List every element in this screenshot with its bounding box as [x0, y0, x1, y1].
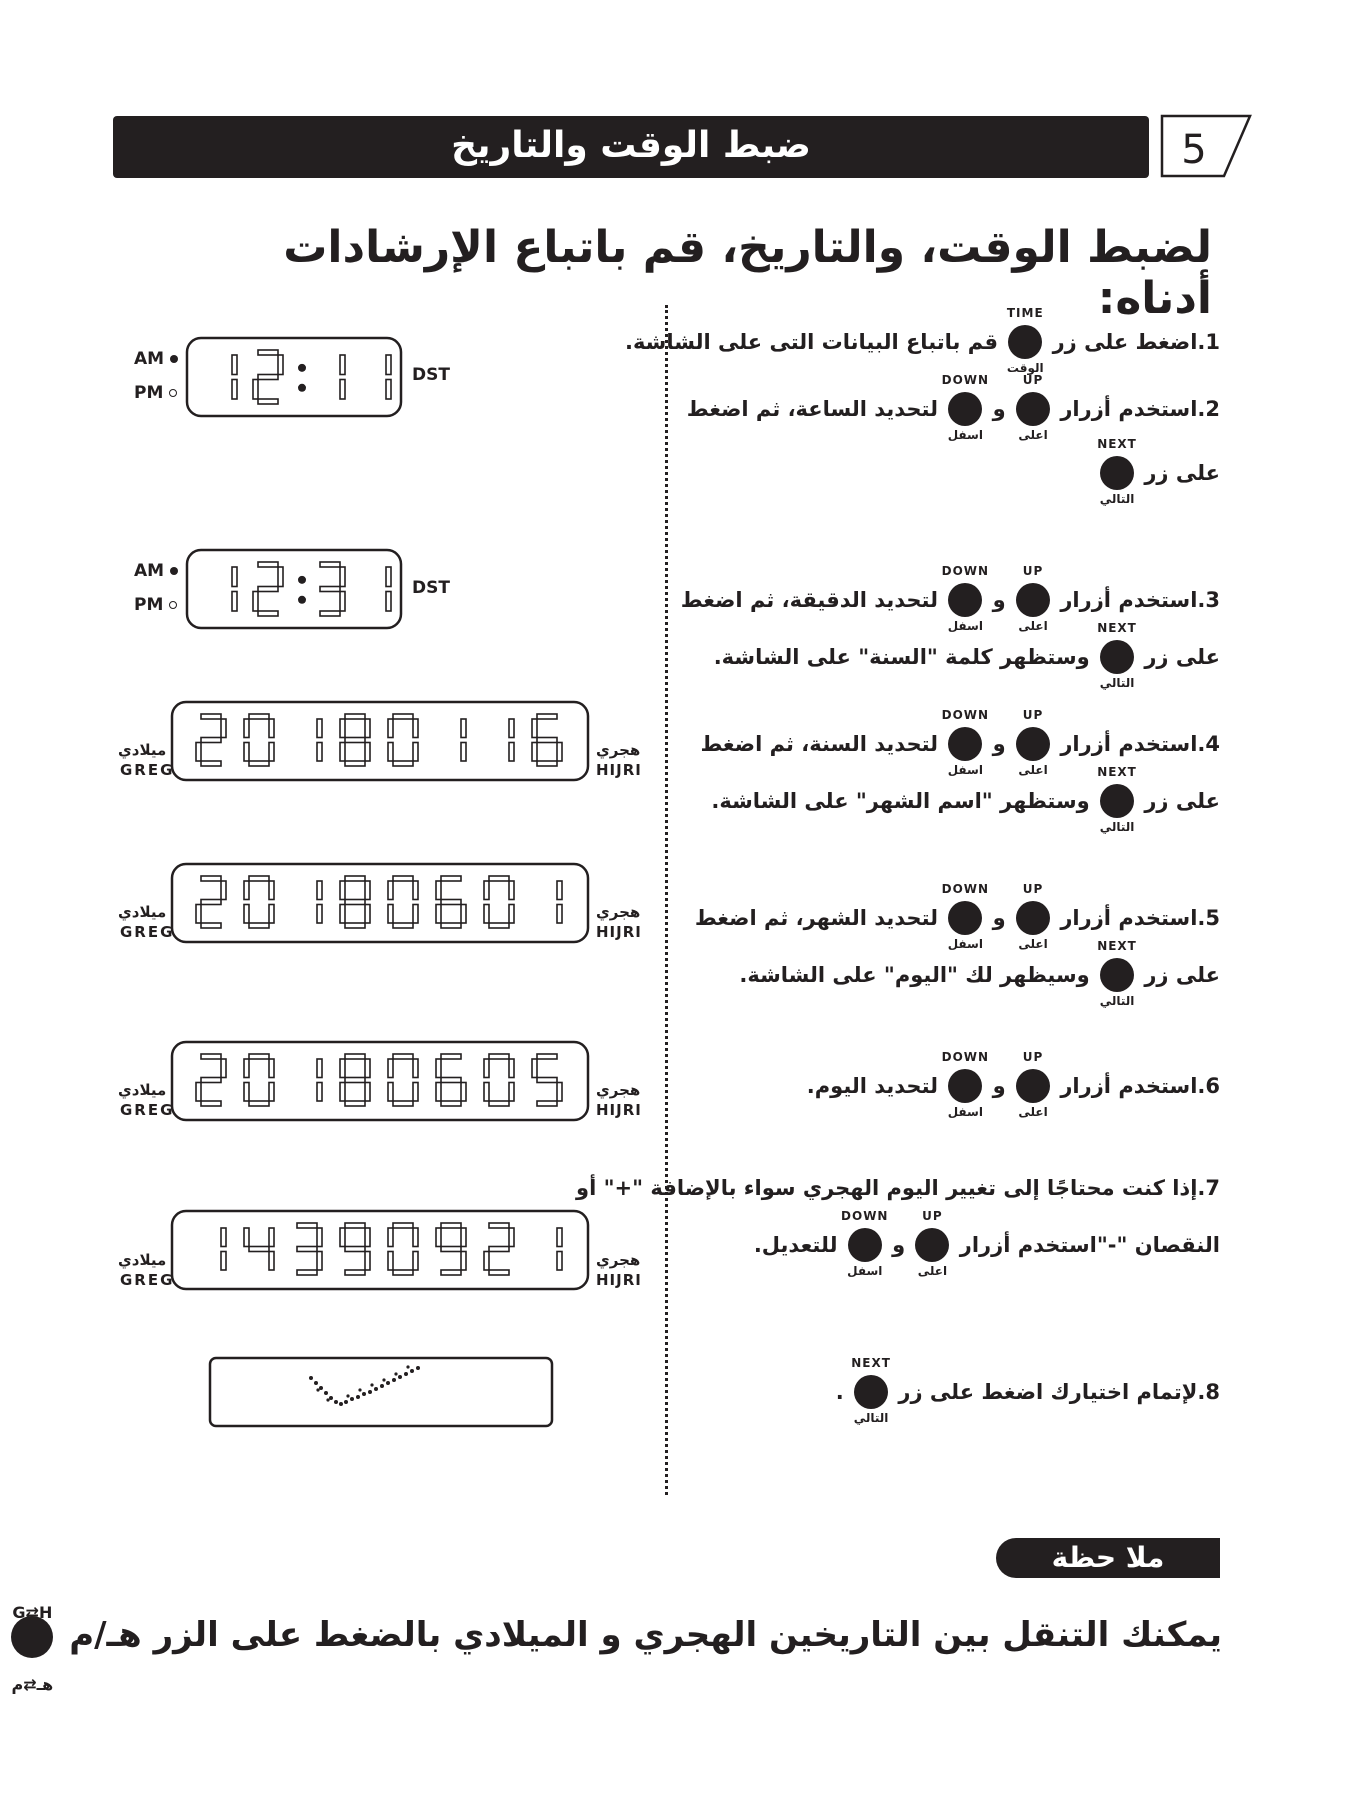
lcd-display-hour: [185, 336, 405, 418]
hijri-label-ar: هجري: [596, 741, 641, 759]
down-button[interactable]: DOWN اسفل: [941, 708, 990, 777]
dotted-divider: [665, 305, 668, 1495]
greg-label-ar: ميلادي: [118, 1251, 167, 1269]
lcd-digit-8: [340, 714, 370, 766]
down-button[interactable]: DOWN اسفل: [841, 1209, 889, 1278]
lcd-display-minute: [185, 548, 405, 630]
hijri-label-ar: هجري: [596, 1081, 641, 1099]
step-7-cont: النقصان "-"استخدم أزرار UP اعلى و DOWN اسفل للتعديل.: [753, 1209, 1220, 1278]
next-button[interactable]: NEXT التالي: [1097, 765, 1137, 834]
step-3-cont: على زر NEXT التالي وستظهر كلمة "السنة" على الشاشة.: [713, 621, 1220, 690]
lcd-digit-1: [557, 1228, 562, 1270]
hijri-label-ar: هجري: [596, 903, 641, 921]
lcd-digit-2: [484, 1223, 514, 1275]
lcd-digit-2: [253, 350, 283, 404]
next-button[interactable]: NEXT التالي: [1097, 437, 1137, 506]
intro-heading: لضبط الوقت، والتاريخ، قم باتباع الإرشادات أدناه:: [283, 222, 1212, 324]
colon-dot: [298, 596, 306, 604]
lcd-digit-0: [388, 1054, 418, 1106]
lcd-digit-1: [509, 719, 514, 761]
lcd-digit-0: [244, 714, 274, 766]
lcd-display-year: [170, 700, 592, 782]
up-button[interactable]: UP اعلى: [1016, 583, 1050, 617]
step-7: 7.إذا كنت محتاجًا إلى تغيير اليوم الهجري سواء بالإضافة "+" أو: [576, 1176, 1220, 1200]
lcd-digit-8: [340, 1054, 370, 1106]
lcd-display-hijri: [170, 1209, 592, 1291]
lcd-digit-2: [196, 714, 226, 766]
pm-indicator: PM: [134, 595, 177, 615]
step-6: 6.استخدم أزرار UP اعلى و DOWN اسفل لتحديد اليوم.: [806, 1050, 1220, 1119]
checkmark-icon: [309, 1365, 420, 1406]
next-button[interactable]: NEXT التالي: [1097, 621, 1137, 690]
colon-dot: [298, 384, 306, 392]
am-indicator: AM: [134, 561, 178, 581]
lcd-display-day: [170, 1040, 592, 1122]
hijri-label: HIJRI: [596, 761, 642, 779]
lcd-digit-4: [244, 1228, 274, 1270]
lcd-digit-0: [388, 714, 418, 766]
lcd-digit-6: [436, 876, 466, 928]
lcd-digit-0: [244, 876, 274, 928]
hijri-label: HIJRI: [596, 923, 642, 941]
hijri-label-ar: هجري: [596, 1251, 641, 1269]
page-title: ضبط الوقت والتاريخ: [451, 125, 811, 166]
greg-label-ar: ميلادي: [118, 903, 167, 921]
lcd-digit-1: [386, 567, 391, 611]
lcd-digit-1: [317, 1059, 322, 1101]
lcd-digit-1: [317, 881, 322, 923]
lcd-digit-2: [253, 562, 283, 616]
greg-label: GREG: [120, 1271, 175, 1289]
step-4: 4.استخدم أزرار UP اعلى و DOWN اسفل لتحديد السنة، ثم اضغط: [700, 708, 1220, 777]
note-title: ملا حظة: [1051, 1541, 1165, 1574]
hijri-label: HIJRI: [596, 1271, 642, 1289]
lcd-digit-1: [386, 355, 391, 399]
step-5-cont: على زر NEXT التالي وسيظهر لك "اليوم" على الشاشة.: [739, 939, 1220, 1008]
pm-indicator: PM: [134, 383, 177, 403]
lcd-digit-3: [320, 562, 345, 616]
lcd-digit-1: [461, 719, 466, 761]
lcd-digit-1: [232, 567, 237, 611]
greg-label-ar: ميلادي: [118, 1081, 167, 1099]
lcd-digit-1: [232, 355, 237, 399]
lcd-digit-3: [297, 1223, 322, 1275]
greg-label: GREG: [120, 923, 175, 941]
down-button[interactable]: DOWN اسفل: [941, 882, 990, 951]
lcd-digit-0: [484, 1054, 514, 1106]
greg-hijri-toggle-button[interactable]: G⇄H هـ⇄م: [11, 1602, 54, 1694]
time-button[interactable]: TIME الوقت: [1006, 306, 1044, 375]
hijri-label: HIJRI: [596, 1101, 642, 1119]
lcd-digit-6: [532, 714, 562, 766]
lcd-digit-9: [340, 1223, 370, 1275]
note-text-line: يمكنك التنقل بين التاريخين الهجري و الميلادي بالضغط على الزر هـ/م G⇄H هـ⇄م: [11, 1602, 1222, 1694]
lcd-digit-6: [436, 1054, 466, 1106]
lcd-digit-0: [388, 1223, 418, 1275]
colon-dot: [298, 364, 306, 372]
lcd-digit-9: [436, 1223, 466, 1275]
step-1: 1.اضغط على زر TIME الوقت قم باتباع البيانات التى على الشاشة.: [624, 306, 1220, 375]
lcd-digit-1: [340, 355, 345, 399]
lcd-digit-8: [340, 876, 370, 928]
up-button[interactable]: UP اعلى: [1016, 392, 1050, 426]
step-2: 2.استخدم أزرار UP اعلى و DOWN اسفل لتحديد الساعة، ثم اضغط: [686, 373, 1220, 442]
step-2-cont: على زر NEXT التالي: [1097, 437, 1220, 506]
greg-label-ar: ميلادي: [118, 741, 167, 759]
next-button[interactable]: NEXT التالي: [851, 1356, 891, 1425]
lcd-digit-1: [317, 719, 322, 761]
step-3: 3.استخدم أزرار UP اعلى و DOWN اسفل لتحديد الدقيقة، ثم اضغط: [680, 564, 1220, 633]
down-button[interactable]: DOWN اسفل: [941, 373, 990, 442]
lcd-digit-2: [196, 1054, 226, 1106]
lcd-display-month: [170, 862, 592, 944]
lcd-digit-1: [557, 881, 562, 923]
dst-indicator: DST: [412, 578, 450, 598]
up-button[interactable]: UP اعلى: [915, 1228, 949, 1262]
lcd-digit-0: [484, 876, 514, 928]
down-button[interactable]: DOWN اسفل: [941, 564, 990, 633]
lcd-digit-0: [244, 1054, 274, 1106]
down-button[interactable]: DOWN اسفل: [941, 1050, 990, 1119]
colon-dot: [298, 576, 306, 584]
lcd-digit-2: [196, 876, 226, 928]
am-indicator: AM: [134, 349, 178, 369]
lcd-digit-0: [388, 876, 418, 928]
greg-label: GREG: [120, 1101, 175, 1119]
up-button[interactable]: UP اعلى: [1016, 1069, 1050, 1103]
page-number: 5: [1181, 127, 1207, 173]
lcd-display-confirm: [208, 1356, 554, 1428]
up-button[interactable]: UP اعلى: [1016, 727, 1050, 761]
lcd-digit-1: [221, 1228, 226, 1270]
dst-indicator: DST: [412, 365, 450, 385]
next-button[interactable]: NEXT التالي: [1097, 939, 1137, 1008]
lcd-digit-5: [532, 1054, 562, 1106]
step-4-cont: على زر NEXT التالي وستظهر "اسم الشهر" على الشاشة.: [711, 765, 1220, 834]
step-5: 5.استخدم أزرار UP اعلى و DOWN اسفل لتحديد الشهر، ثم اضغط: [694, 882, 1220, 951]
up-button[interactable]: UP اعلى: [1016, 901, 1050, 935]
step-8: 8.لإتمام اختيارك اضغط على زر NEXT التالي .: [835, 1356, 1220, 1425]
greg-label: GREG: [120, 761, 175, 779]
